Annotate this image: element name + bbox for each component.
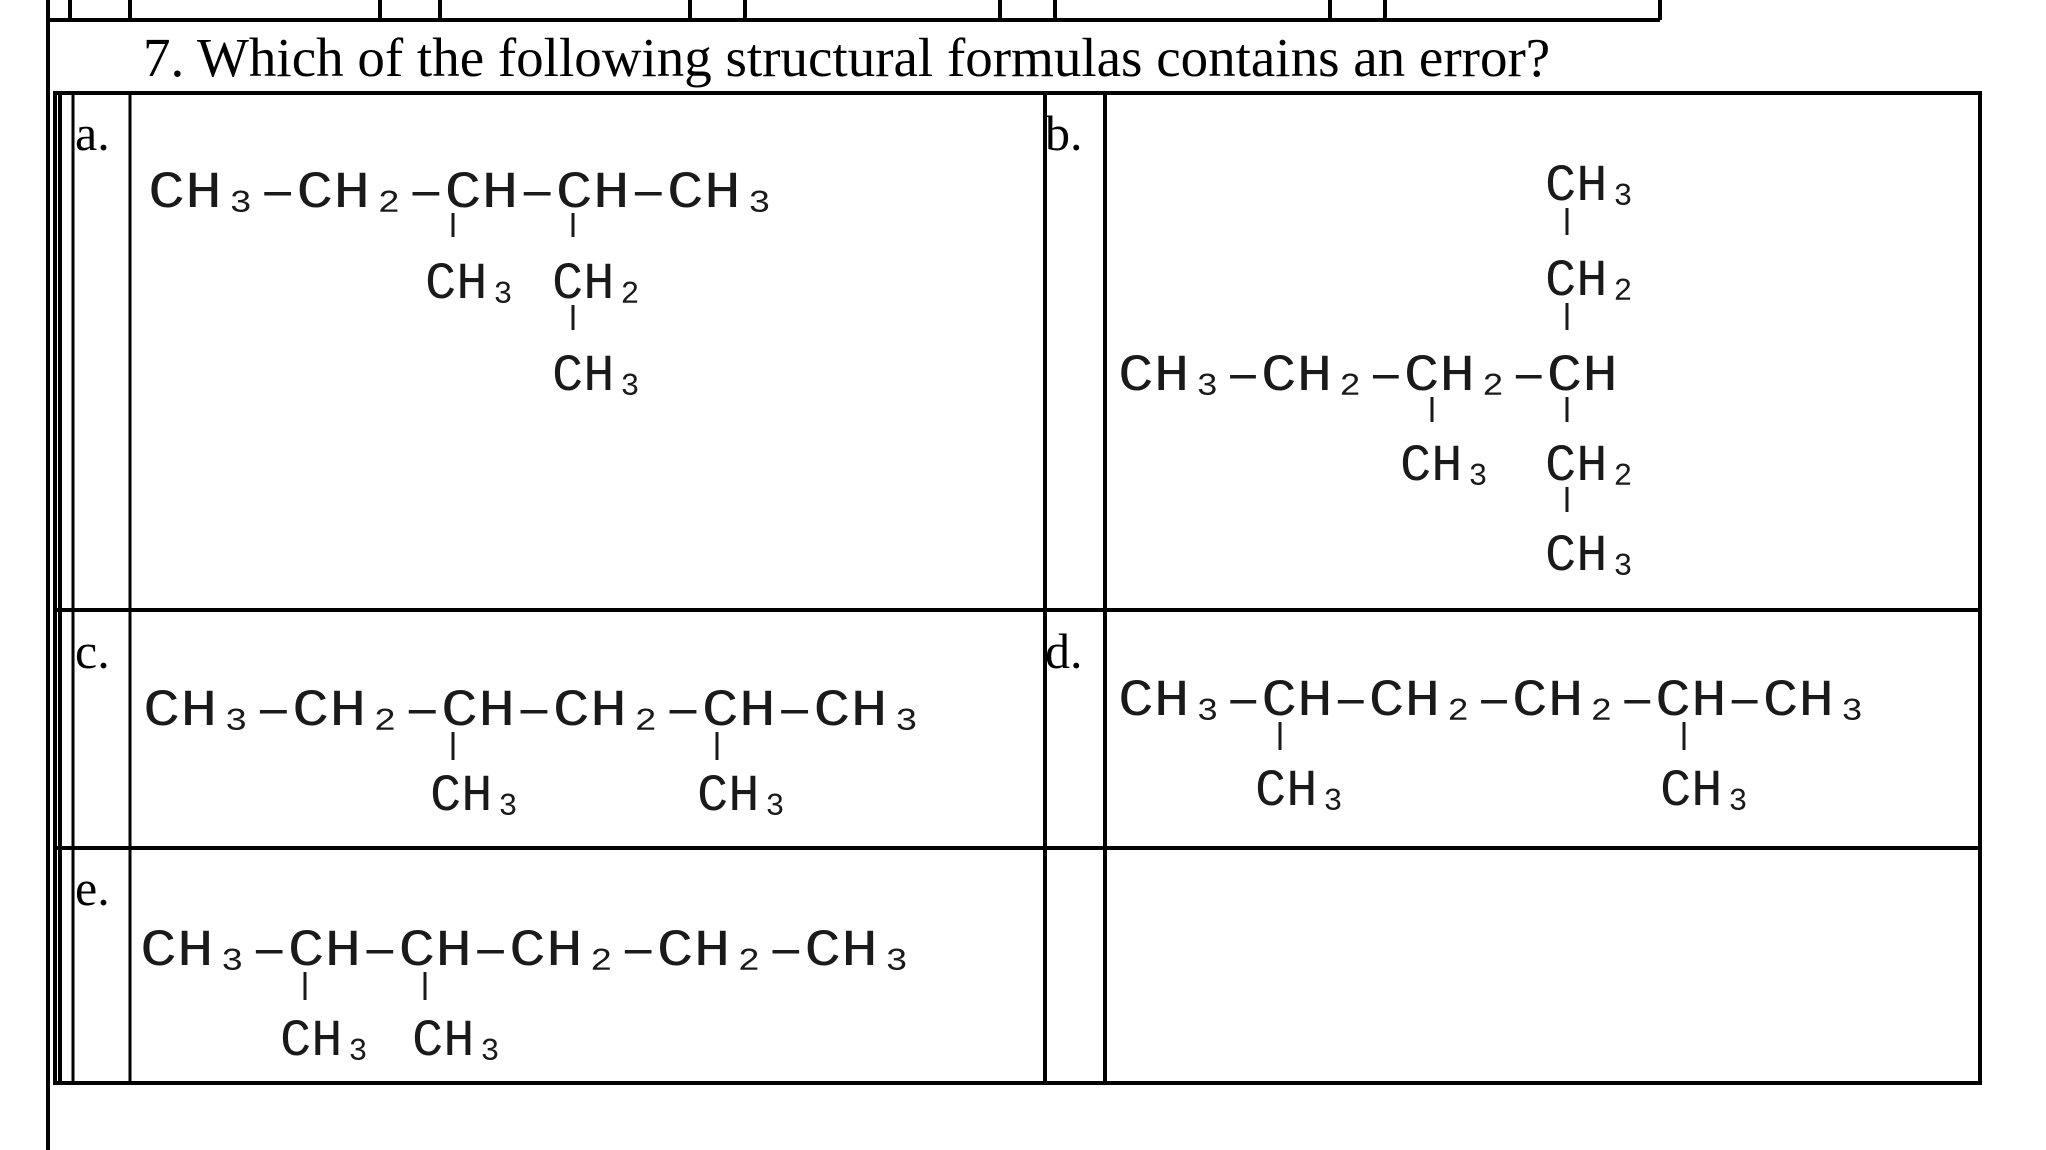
option-a-branch-ch2: CH₂: [552, 255, 646, 314]
option-c-letter: c.: [75, 623, 110, 679]
option-d-letter: d.: [1045, 623, 1083, 679]
option-d-branch-2: CH₃: [1660, 762, 1754, 821]
option-b-cell[interactable]: [1045, 105, 1639, 586]
empty-cell: [1107, 850, 1978, 1081]
option-a-formula: [148, 164, 778, 406]
question-text: 7. Which of the following structural formulas contains an error?: [143, 27, 1551, 88]
option-c-cell[interactable]: [75, 623, 925, 826]
option-d-main-chain: CH₃–CH–CH₂–CH₂–CH–CH₃: [1118, 672, 1870, 731]
option-d-branch-1: CH₃: [1255, 762, 1349, 821]
option-d-cell[interactable]: [1045, 623, 1870, 821]
option-c-branch-2: CH₃: [697, 767, 791, 826]
option-a-cell[interactable]: [75, 105, 778, 406]
option-e-main-chain: CH₃–CH–CH–CH₂–CH₂–CH₃: [140, 922, 915, 981]
option-e-letter: e.: [75, 860, 110, 916]
option-d-formula: [1118, 672, 1870, 821]
option-e-branch-1: CH₃: [280, 1012, 374, 1071]
option-c-main-chain: CH₃–CH₂–CH–CH₂–CH–CH₃: [143, 682, 926, 741]
option-b-formula: [1118, 157, 1639, 586]
option-c-branch-1: CH₃: [430, 767, 524, 826]
option-a-letter: a.: [75, 105, 110, 161]
option-e-cell[interactable]: [75, 860, 915, 1071]
option-b-branch-ch3: CH₃: [1400, 437, 1494, 496]
option-b-letter: b.: [1045, 105, 1083, 161]
option-a-main-chain: CH₃–CH₂–CH–CH–CH₃: [148, 164, 778, 223]
option-a-branch-ch3: CH₃: [425, 255, 519, 314]
top-table-fragment: [48, 0, 1660, 20]
option-c-formula: [143, 682, 925, 826]
option-e-formula: [140, 922, 915, 1071]
option-b-top-ch3: CH₃: [1545, 157, 1639, 216]
option-a-branch-ch3-end: CH₃: [552, 347, 646, 406]
option-b-branch-ch2: CH₂: [1545, 437, 1639, 496]
option-e-branch-2: CH₃: [412, 1012, 506, 1071]
option-b-top-ch2: CH₂: [1545, 252, 1639, 311]
option-b-branch-ch3-end: CH₃: [1545, 527, 1639, 586]
option-b-main-chain: CH₃–CH₂–CH₂–CH: [1118, 347, 1618, 406]
